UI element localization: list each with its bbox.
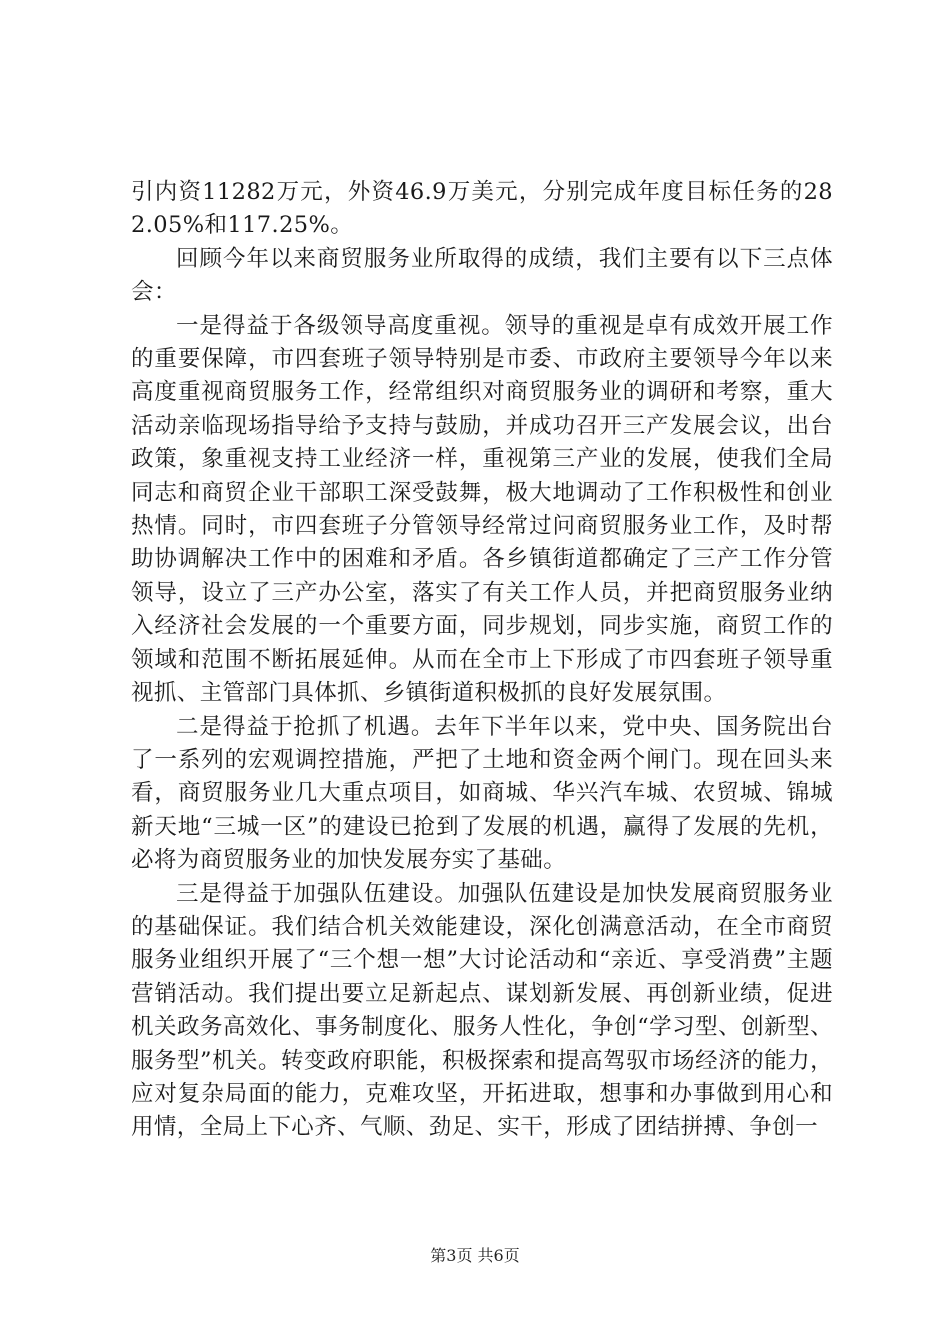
page-number-footer: 第3页 共6页 [430, 1246, 520, 1265]
paragraph-point-two: 二是得益于抢抓了机遇。去年下半年以来，党中央、国务院出台了一系列的宏观调控措施，严把了土地和资金两个闸门。现在回头来看，商贸服务业几大重点项目，如商城、华兴汽车城、农贸城、锦城新天地“三城一区”的建设已抢到了发展的机遇，赢得了发展的先机，必将为商贸服务业的加快发展夯实了基础。 [131, 713, 833, 874]
paragraph-point-three: 三是得益于加强队伍建设。加强队伍建设是加快发展商贸服务业的基础保证。我们结合机关效能建设，深化创满意活动，在全市商贸服务业组织开展了“三个想一想”大讨论活动和“亲近、享受消费”主题营销活动。我们提出要立足新起点、谋划新发展、再创新业绩，促进机关政务高效化、事务制度化、服务人性化，争创“学习型、创新型、服务型”机关。转变政府职能，积极探索和提高驾驭市场经济的能力，应对复杂局面的能力，克难攻坚，开拓进取，想事和办事做到用心和用情，全局上下心齐、气顺、劲足、实干，形成了团结拼搏、争创一 [131, 880, 833, 1141]
paragraph-point-one: 一是得益于各级领导高度重视。领导的重视是卓有成效开展工作的重要保障，市四套班子领导特别是市委、市政府主要领导今年以来高度重视商贸服务工作，经常组织对商贸服务业的调研和考察，重大活动亲临现场指导给予支持与鼓励，并成功召开三产发展会议，出台政策，象重视支持工业经济一样，重视第三产业的发展，使我们全局同志和商贸企业干部职工深受鼓舞，极大地调动了工作积极性和创业热情。同时，市四套班子分管领导经常过问商贸服务业工作，及时帮助协调解决工作中的困难和矛盾。各乡镇街道都确定了三产工作分管领导，设立了三产办公室，落实了有关工作人员，并把商贸服务业纳入经济社会发展的一个重要方面，同步规划，同步实施，商贸工作的领域和范围不断拓展延伸。从而在全市上下形成了市四套班子领导重视抓、主管部门具体抓、乡镇街道积极抓的良好发展氛围。 [131, 312, 833, 707]
document-body [131, 176, 833, 1145]
paragraph-summary-intro: 回顾今年以来商贸服务业所取得的成绩，我们主要有以下三点体会： [131, 245, 833, 306]
paragraph-continuation: 引内资11282万元，外资46.9万美元，分别完成年度目标任务的282.05%和117.25%。 [131, 179, 833, 239]
